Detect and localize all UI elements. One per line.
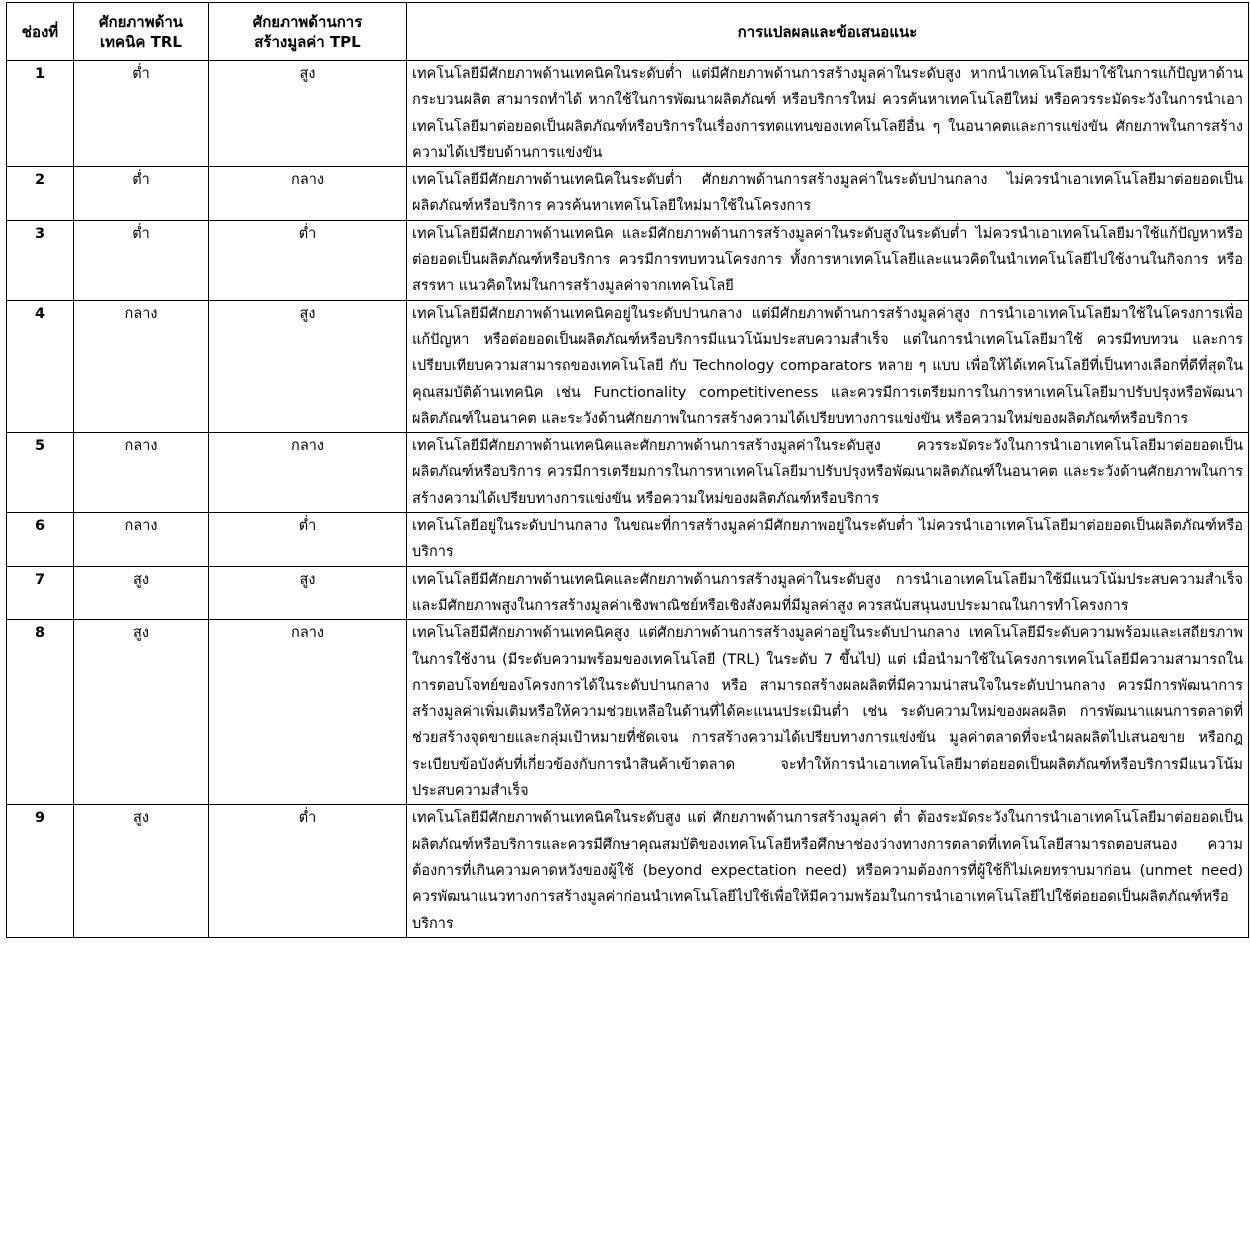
tpl-level: สูง: [209, 566, 407, 620]
tpl-level: ต่ำ: [209, 220, 407, 300]
header-tpl: [209, 3, 407, 61]
header-tpl-line1: ศักยภาพด้านการ: [252, 12, 363, 31]
slot-number: 8: [7, 620, 74, 805]
interpretation-text: เทคโนโลยีมีศักยภาพด้านเทคนิคสูง แต่ศักยภาพด้านการสร้างมูลค่าอยู่ในระดับปานกลาง เทคโนโลยีมีระดับความพร้อมและเสถียรภาพในการใช้งาน (มีระดับความพร้อมของเทคโนโลยี (TRL) ในระดับ 7 ขึ้นไป) แต่ เมื่อนำมาใช้ในโครงการเทคโนโลยีมีความสามารถในการตอบโจทย์ของโครงการได้ในระดับปานกลาง หรือ สามารถสร้างผลผลิตที่มีความน่าสนใจในระดับปานกลาง ควรมีการพัฒนาการสร้างมูลค่าเพิ่มเติมหรือให้ความช่วยเหลือในด้านที่ได้คะแนนประเมินต่ำ เช่น ระดับความใหม่ของผลผลิต การพัฒนาแผนการตลาดที่ช่วยสร้างจุดขายและกลุ่มเป้าหมายที่ชัดเจน การสร้างความได้เปรียบทางการแข่งขัน มูลค่าตลาดที่จะนำผลผลิตไปเสนอขาย หรือกฎระเบียบข้อบังคับที่เกี่ยวข้องกับการนำสินค้าเข้าตลาด จะทำให้การนำเอาเทคโนโลยีมาต่อยอดเป็นผลิตภัณฑ์หรือบริการมีแนวโน้มประสบความสำเร็จ: [407, 620, 1249, 805]
slot-number: 9: [7, 805, 74, 937]
interpretation-text: เทคโนโลยีมีศักยภาพด้านเทคนิคและศักยภาพด้านการสร้างมูลค่าในระดับสูง การนำเอาเทคโนโลยีมาใช้มีแนวโน้มประสบความสำเร็จและมีศักยภาพสูงในการสร้างมูลค่าเชิงพาณิชย์หรือเชิงสังคมที่มีมูลค่าสูง ควรสนับสนุนงบประมาณในการทำโครงการ: [407, 566, 1249, 620]
slot-number: 1: [7, 61, 74, 167]
tpl-level: กลาง: [209, 167, 407, 221]
trl-level: สูง: [74, 620, 209, 805]
header-trl-line2: เทคนิค TRL: [100, 32, 182, 51]
interpretation-text: เทคโนโลยีมีศักยภาพด้านเทคนิคในระดับต่ำ ศักยภาพด้านการสร้างมูลค่าในระดับปานกลาง ไม่ควรนำเอาเทคโนโลยีมาต่อยอดเป็นผลิตภัณฑ์หรือบริการ ควรค้นหาเทคโนโลยีใหม่มาใช้ในโครงการ: [407, 167, 1249, 221]
interpretation-text: เทคโนโลยีมีศักยภาพด้านเทคนิคในระดับสูง แต่ ศักยภาพด้านการสร้างมูลค่า ต่ำ ต้องระมัดระวังในการนำเอาเทคโนโลยีมาต่อยอดเป็นผลิตภัณฑ์หรือบริการและควรมีศึกษาคุณสมบัติของเทคโนโลยีหรือศึกษาช่องว่างทางการตลาดที่เทคโนโลยีสามารถตอบสนอง ความต้องการที่เกินความคาดหวังของผู้ใช้ (beyond expectation need) หรือความต้องการที่ผู้ใช้ก็ไม่เคยทราบมาก่อน (unmet need) ควรพัฒนาแนวทางการสร้างมูลค่าก่อนนำเทคโนโลยีไปใช้เพื่อให้มีความพร้อมในการนำเอาเทคโนโลยีไปใช้ต่อยอดเป็นผลิตภัณฑ์หรือบริการ: [407, 805, 1249, 937]
table-row: [7, 620, 1249, 805]
trl-level: กลาง: [74, 513, 209, 567]
trl-level: สูง: [74, 805, 209, 937]
tpl-level: กลาง: [209, 620, 407, 805]
tpl-level: ต่ำ: [209, 513, 407, 567]
header-tpl-line2: สร้างมูลค่า TPL: [254, 32, 361, 51]
trl-level: ต่ำ: [74, 167, 209, 221]
interpretation-text: เทคโนโลยีมีศักยภาพด้านเทคนิค และมีศักยภาพด้านการสร้างมูลค่าในระดับสูงในระดับต่ำ ไม่ควรนำเอาเทคโนโลยีมาใช้แก้ปัญหาหรือต่อยอดเป็นผลิตภัณฑ์หรือบริการ ควรมีการทบทวนโครงการ ทั้งการหาเทคโนโลยีและแนวคิดในนำเทคโนโลยีไปใช้งานในกิจการ หรือสรรหา แนวคิดใหม่ในการสร้างมูลค่าจากเทคโนโลยี: [407, 220, 1249, 300]
table-row: [7, 566, 1249, 620]
tpl-level: สูง: [209, 61, 407, 167]
interpretation-table: [6, 2, 1249, 938]
header-slot-number: ช่องที่: [7, 3, 74, 61]
slot-number: 7: [7, 566, 74, 620]
tpl-level: กลาง: [209, 433, 407, 513]
table-row: [7, 61, 1249, 167]
trl-level: กลาง: [74, 300, 209, 432]
header-row: [7, 3, 1249, 61]
trl-level: กลาง: [74, 433, 209, 513]
table-row: [7, 220, 1249, 300]
table-row: [7, 300, 1249, 432]
table-row: [7, 805, 1249, 937]
interpretation-text: เทคโนโลยีมีศักยภาพด้านเทคนิคอยู่ในระดับปานกลาง แต่มีศักยภาพด้านการสร้างมูลค่าสูง การนำเอาเทคโนโลยีมาใช้ในโครงการเพื่อแก้ปัญหา หรือต่อยอดเป็นผลิตภัณฑ์หรือบริการมีแนวโน้มประสบความสำเร็จ แต่ในการนำเทคโนโลยีมาใช้ ควรมีทบทวน และการเปรียบเทียบความสามารถของเทคโนโลยี กับ Technology comparators หลาย ๆ แบบ เพื่อให้ได้เทคโนโลยีที่เป็นทางเลือกที่ดีที่สุดในคุณสมบัติด้านเทคนิค เช่น Functionality competitiveness และควรมีการเตรียมการในการหาเทคโนโลยีมาปรับปรุงหรือพัฒนาผลิตภัณฑ์ในอนาคต และระวังด้านศักยภาพในการสร้างความได้เปรียบทางการแข่งขัน หรือความใหม่ของผลิตภัณฑ์หรือบริการ: [407, 300, 1249, 432]
trl-level: ต่ำ: [74, 61, 209, 167]
interpretation-text: เทคโนโลยีมีศักยภาพด้านเทคนิคและศักยภาพด้านการสร้างมูลค่าในระดับสูง ควรระมัดระวังในการนำเอาเทคโนโลยีมาต่อยอดเป็นผลิตภัณฑ์หรือบริการ ควรมีการเตรียมการในการหาเทคโนโลยีมาปรับปรุงหรือพัฒนาผลิตภัณฑ์ในอนาคต และระวังด้านศักยภาพในการสร้างความได้เปรียบทางการแข่งขัน หรือความใหม่ของผลิตภัณฑ์หรือบริการ: [407, 433, 1249, 513]
tpl-level: สูง: [209, 300, 407, 432]
interpretation-text: เทคโนโลยีอยู่ในระดับปานกลาง ในขณะที่การสร้างมูลค่ามีศักยภาพอยู่ในระดับต่ำ ไม่ควรนำเอาเทคโนโลยีมาต่อยอดเป็นผลิตภัณฑ์หรือบริการ: [407, 513, 1249, 567]
interpretation-text: เทคโนโลยีมีศักยภาพด้านเทคนิคในระดับต่ำ แต่มีศักยภาพด้านการสร้างมูลค่าในระดับสูง หากนำเทคโนโลยีมาใช้ในการแก้ปัญหาด้านกระบวนผลิต สามารถทำได้ หากใช้ในการพัฒนาผลิตภัณฑ์ หรือบริการใหม่ ควรค้นหาเทคโนโลยีใหม่ หรือควรระมัดระวังในการนำเอาเทคโนโลยีมาต่อยอดเป็นผลิตภัณฑ์หรือบริการในเรื่องการทดแทนของเทคโนโลยีอื่น ๆ ในอนาคตและการแข่งขัน ศักยภาพในการสร้างความได้เปรียบด้านการแข่งขัน: [407, 61, 1249, 167]
trl-level: ต่ำ: [74, 220, 209, 300]
header-trl-line1: ศักยภาพด้าน: [98, 12, 183, 31]
slot-number: 6: [7, 513, 74, 567]
header-interpretation: การแปลผลและข้อเสนอแนะ: [407, 3, 1249, 61]
slot-number: 2: [7, 167, 74, 221]
tpl-level: ต่ำ: [209, 805, 407, 937]
slot-number: 5: [7, 433, 74, 513]
slot-number: 4: [7, 300, 74, 432]
table-row: [7, 433, 1249, 513]
table-row: [7, 167, 1249, 221]
slot-number: 3: [7, 220, 74, 300]
header-trl: [74, 3, 209, 61]
table-row: [7, 513, 1249, 567]
trl-level: สูง: [74, 566, 209, 620]
